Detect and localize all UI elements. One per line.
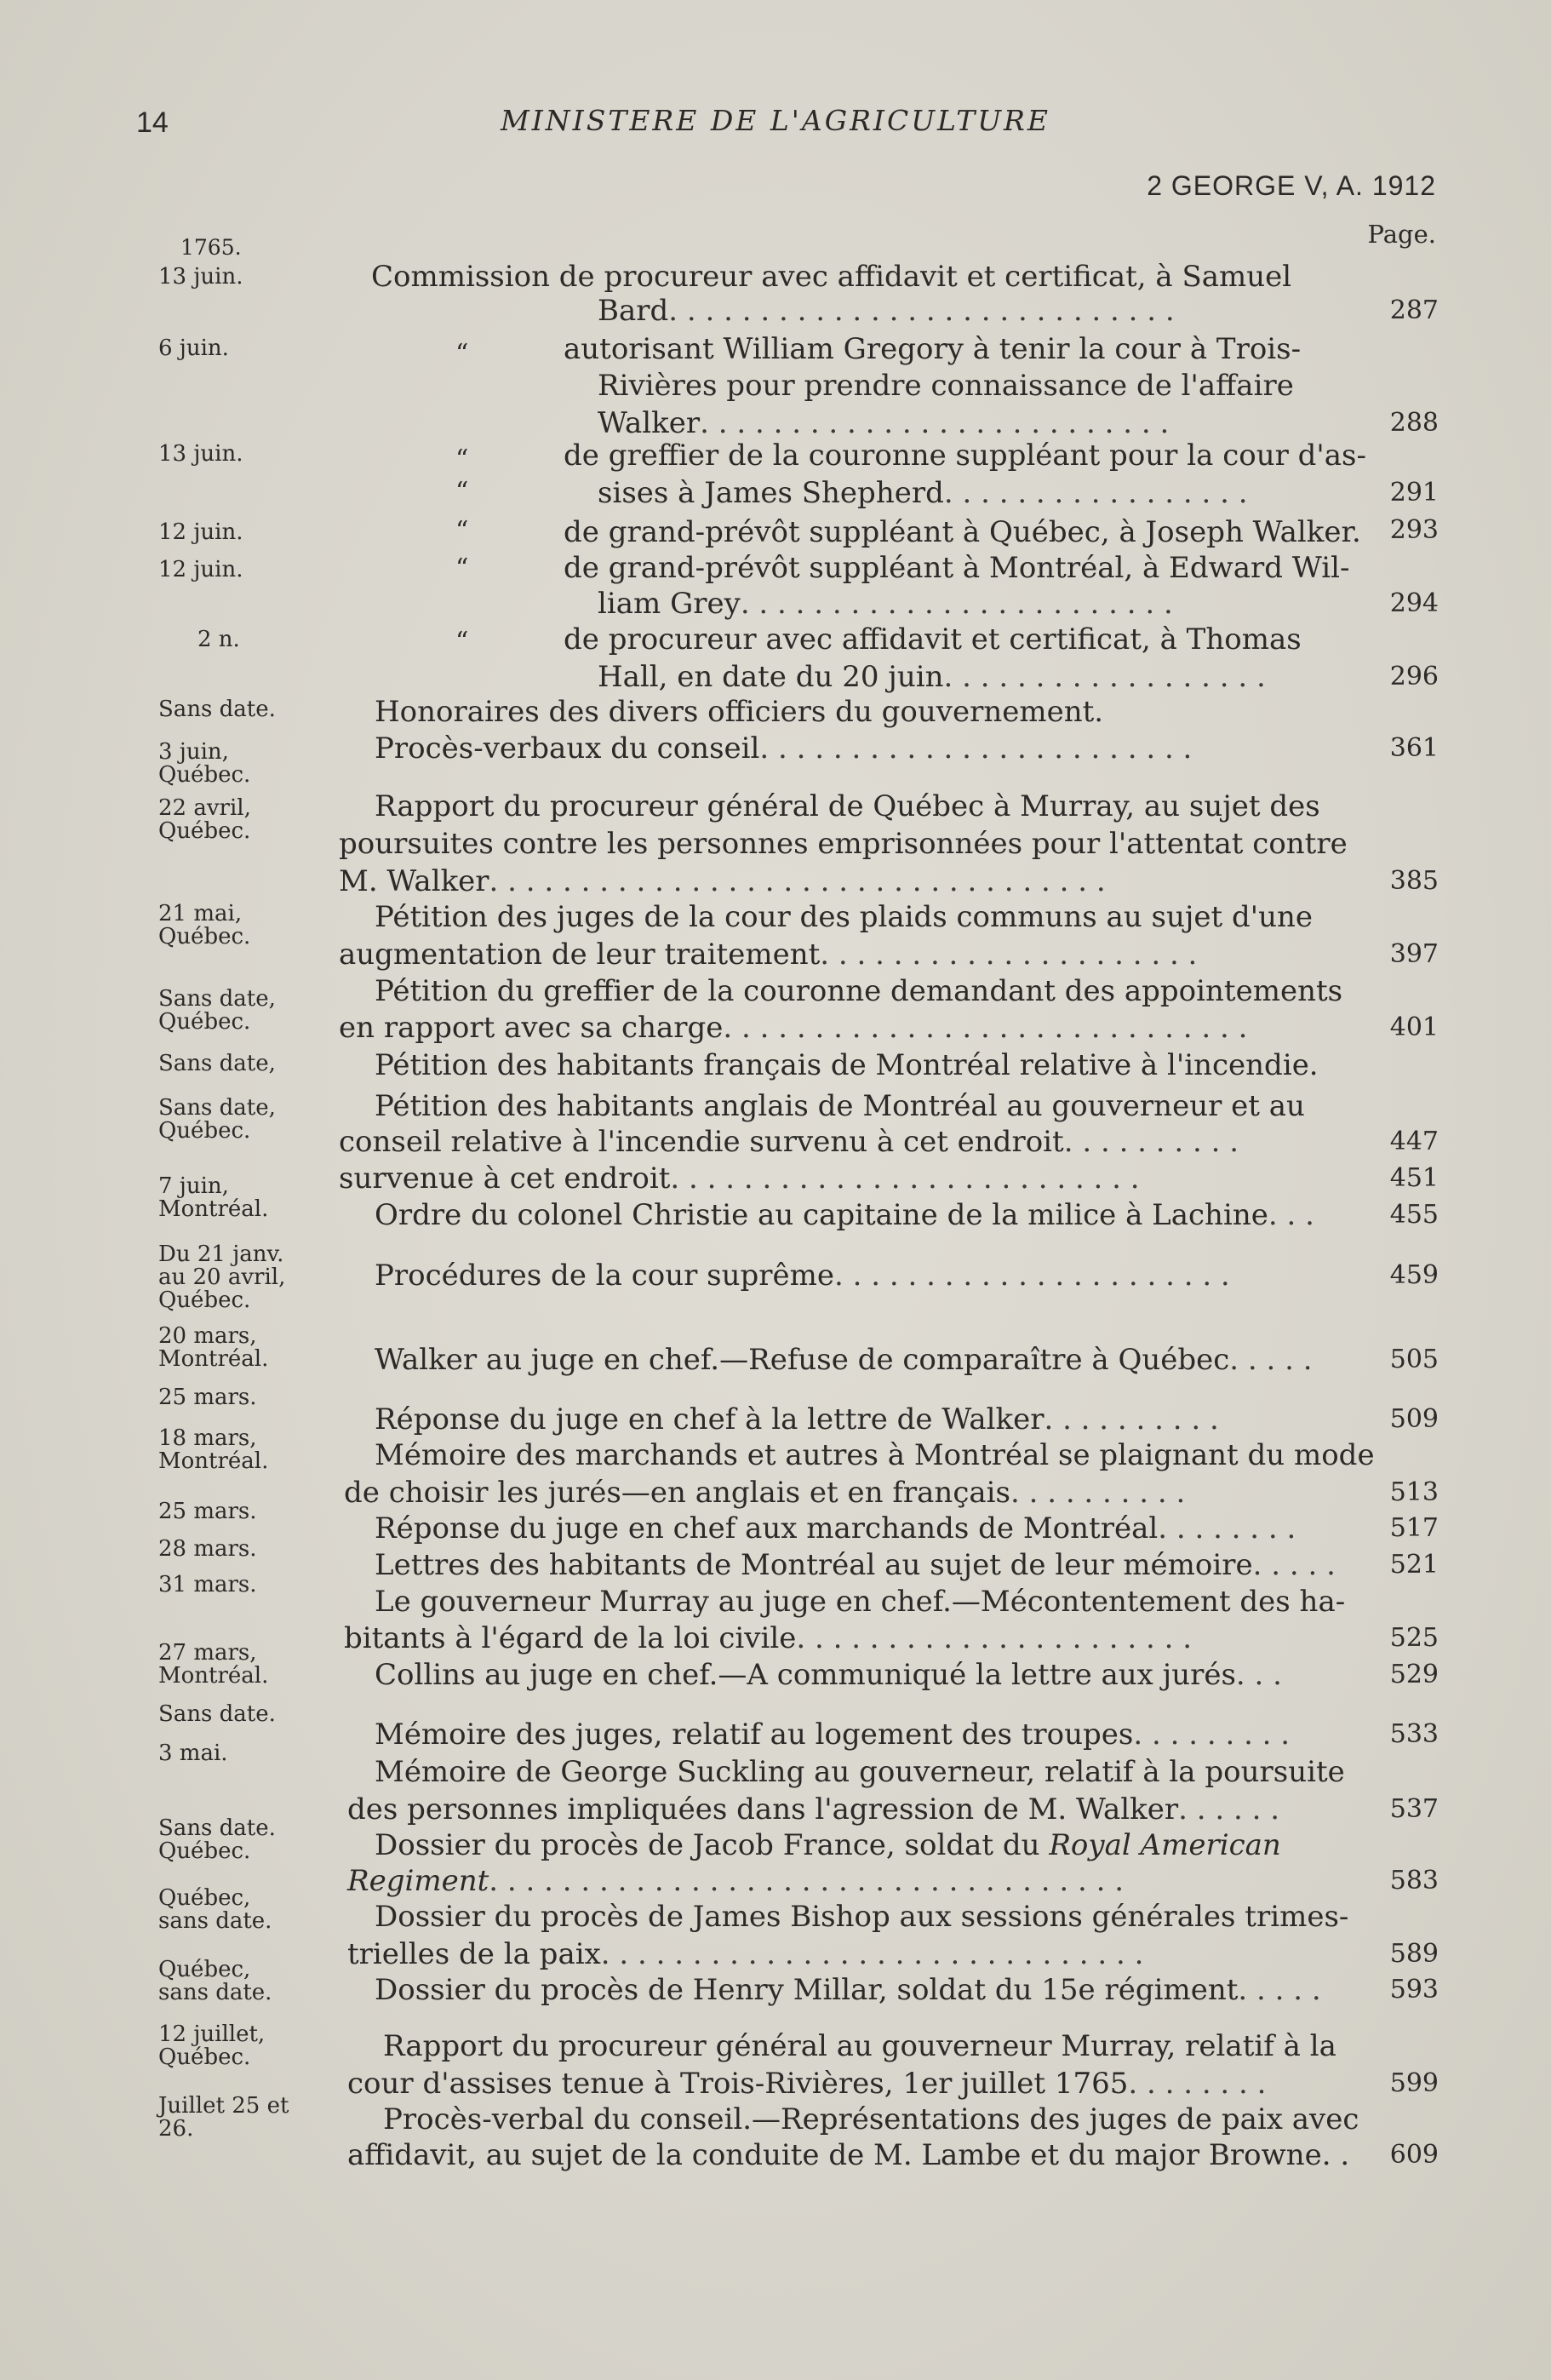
entry-text: cour d'assises tenue à Trois-Rivières, 1er juillet 1765. . . . . . . . [347, 2067, 1267, 2101]
page-number: 14 [136, 106, 169, 139]
page-ref: 533 [1389, 1719, 1439, 1749]
ditto-mark: “ [455, 477, 469, 507]
entry-text: liam Grey. . . . . . . . . . . . . . . . . . . . . . . . [598, 587, 1173, 621]
entry-date: Sans date. Québec. [158, 1815, 276, 1864]
entry-text: Pétition des habitants français de Montréal relative à l'incendie. [375, 1048, 1319, 1082]
entry-text: Ordre du colonel Christie au capitaine de la milice à Lachine. . . [375, 1198, 1314, 1232]
entry-date: 28 mars. [158, 1536, 257, 1562]
entry-text: Rapport du procureur général au gouverneur Murray, relatif à la [383, 2029, 1336, 2063]
entry-text: des personnes impliquées dans l'agression de M. Walker. . . . . . [347, 1792, 1280, 1827]
ditto-mark: “ [455, 627, 469, 657]
entry-date: 6 juin. [158, 335, 229, 361]
entry-text: M. Walker. . . . . . . . . . . . . . . . . . . . . . . . . . . . . . . . . . [339, 864, 1106, 898]
ditto-mark: “ [455, 553, 469, 583]
entry-text: Réponse du juge en chef à la lettre de Walker. . . . . . . . . . [375, 1402, 1219, 1437]
ditto-mark: “ [455, 339, 469, 369]
entry-text: Walker au juge en chef.—Refuse de comparaître à Québec. . . . . [375, 1343, 1313, 1377]
page-ref: 537 [1389, 1794, 1439, 1824]
page-ref: 609 [1389, 2140, 1439, 2170]
entry-text: Rapport du procureur général de Québec à Murray, au sujet des [375, 789, 1320, 823]
entry-text: Hall, en date du 20 juin. . . . . . . . . . . . . . . . . . [598, 660, 1266, 694]
entry-text: Lettres des habitants de Montréal au sujet de leur mémoire. . . . . [375, 1548, 1336, 1582]
entry-text: Commission de procureur avec affidavit et certificat, à Samuel [371, 260, 1292, 294]
entry-text: Dossier du procès de James Bishop aux sessions générales trimes- [375, 1900, 1349, 1934]
entry-text: Procédures de la cour suprême. . . . . . . . . . . . . . . . . . . . . . [375, 1259, 1230, 1293]
page-ref: 521 [1389, 1550, 1439, 1580]
entry-text: poursuites contre les personnes emprisonnées pour l'attentat contre [339, 827, 1348, 861]
entry-date: Québec, sans date. [158, 1885, 272, 1934]
entry-text: en rapport avec sa charge. . . . . . . . . . . . . . . . . . . . . . . . . . . . . [339, 1011, 1248, 1045]
entry-text: Honoraires des divers officiers du gouvernement. [375, 695, 1104, 729]
entry-date: Sans date, Québec. [158, 1095, 276, 1144]
entry-text: survenue à cet endroit. . . . . . . . . . . . . . . . . . . . . . . . . . [339, 1161, 1140, 1196]
entry-text: de grand-prévôt suppléant à Québec, à Joseph Walker. [564, 515, 1361, 549]
entry-date: 18 mars, Montréal. [158, 1425, 269, 1474]
page-ref: 459 [1389, 1260, 1439, 1290]
entry-text: bitants à l'égard de la loi civile. . . . . . . . . . . . . . . . . . . . . . [344, 1621, 1193, 1655]
entry-text: de choisir les jurés—en anglais et en français. . . . . . . . . . [344, 1476, 1186, 1510]
entry-text: sises à James Shepherd. . . . . . . . . . . . . . . . . [598, 476, 1248, 510]
entry-date: 31 mars. [158, 1572, 257, 1597]
entry-text: Procès-verbaux du conseil. . . . . . . . . . . . . . . . . . . . . . . . [375, 731, 1193, 766]
entry-text: affidavit, au sujet de la conduite de M. Lambe et du major Browne. . [347, 2138, 1350, 2172]
page-ref: 599 [1389, 2068, 1439, 2098]
entry-text: Regiment. . . . . . . . . . . . . . . . . . . . . . . . . . . . . . . . . . . [347, 1864, 1125, 1898]
entry-text: Réponse du juge en chef aux marchands de Montréal. . . . . . . . [375, 1511, 1296, 1546]
regiment-name: Royal American [1049, 1828, 1281, 1862]
page-ref: 397 [1389, 939, 1439, 969]
entry-date: 13 juin. [158, 264, 243, 290]
entry-date: Juillet 25 et 26. [158, 2093, 289, 2142]
entry-date: Sans date. [158, 1701, 276, 1727]
entry-text: augmentation de leur traitement. . . . . . . . . . . . . . . . . . . . . [339, 938, 1198, 972]
entry-date: 2 n. [197, 627, 240, 652]
entry-text: de grand-prévôt suppléant à Montréal, à Edward Wil- [564, 551, 1350, 585]
page-ref: 385 [1389, 866, 1439, 896]
entry-text: Rivières pour prendre connaissance de l'affaire [598, 369, 1294, 403]
entry-date: 3 juin, Québec. [158, 739, 251, 788]
entry-text: Pétition des habitants anglais de Montréal au gouverneur et au [375, 1089, 1305, 1123]
ditto-mark: “ [455, 444, 469, 474]
entry-text: Dossier du procès de Jacob France, soldat du Royal American [375, 1828, 1281, 1862]
entry-text: Mémoire de George Suckling au gouverneur, relatif à la poursuite [375, 1755, 1345, 1789]
entry-text: Procès-verbal du conseil.—Représentations des juges de paix avec [383, 2102, 1359, 2136]
entry-date: 3 mai. [158, 1741, 228, 1766]
entry-date: 22 avril, Québec. [158, 795, 251, 844]
ditto-mark: “ [455, 516, 469, 546]
entry-text: Walker. . . . . . . . . . . . . . . . . . . . . . . . . . [598, 406, 1170, 440]
entry-text: Mémoire des juges, relatif au logement des troupes. . . . . . . . . [375, 1718, 1291, 1752]
page-ref: 509 [1389, 1404, 1439, 1434]
page-ref: 525 [1389, 1623, 1439, 1653]
entry-date: Sans date. [158, 697, 276, 722]
page-ref: 583 [1389, 1866, 1439, 1895]
entry-date: Sans date, [158, 1051, 276, 1076]
entry-text: Mémoire des marchands et autres à Montréal se plaignant du mode [375, 1438, 1375, 1472]
entry-date: 12 juillet, Québec. [158, 2022, 266, 2070]
page-ref: 401 [1389, 1012, 1439, 1042]
entry-date: 27 mars, Montréal. [158, 1640, 269, 1689]
entry-date: Sans date, Québec. [158, 986, 276, 1035]
page-ref: 589 [1389, 1939, 1439, 1969]
entry-date: 21 mai, Québec. [158, 901, 251, 949]
entry-text: de greffier de la couronne suppléant pour la cour d'as- [564, 439, 1366, 473]
page-ref: 294 [1389, 588, 1439, 618]
entry-date: Québec, sans date. [158, 1957, 272, 2005]
entry-text: autorisant William Gregory à tenir la cour à Trois- [564, 332, 1302, 366]
page-ref: 447 [1389, 1127, 1439, 1156]
page-ref: 513 [1389, 1477, 1439, 1507]
page-ref: 455 [1389, 1200, 1439, 1230]
entry-date: 7 juin, Montréal. [158, 1173, 269, 1222]
page-ref: 287 [1389, 295, 1439, 325]
regnal-year: 2 GEORGE V, A. 1912 [1147, 170, 1436, 201]
entry-text: Le gouverneur Murray au juge en chef.—Mécontentement des ha- [375, 1585, 1346, 1619]
entry-date: 12 juin. [158, 557, 243, 582]
page-ref: 291 [1389, 478, 1439, 508]
entry-date: Du 21 janv. au 20 avril, Québec. [158, 1242, 286, 1313]
entry-date: 20 mars, Montréal. [158, 1323, 269, 1372]
page-ref: 296 [1389, 662, 1439, 691]
entry-date: 25 mars. [158, 1385, 257, 1410]
page-ref: 288 [1389, 408, 1439, 438]
page-ref: 293 [1389, 515, 1439, 545]
entry-date: 12 juin. [158, 519, 243, 545]
page-column-label: Page. [1367, 220, 1436, 249]
entry-text: de procureur avec affidavit et certificat, à Thomas [564, 622, 1302, 657]
entry-text: Bard. . . . . . . . . . . . . . . . . . . . . . . . . . . . [598, 294, 1175, 328]
entry-text: Dossier du procès de Henry Millar, soldat du 15e régiment. . . . . [375, 1973, 1321, 2007]
entry-date: 25 mars. [158, 1499, 257, 1524]
entry-text: Pétition des juges de la cour des plaids communs au sujet d'une [375, 900, 1313, 934]
entry-date: 13 juin. [158, 441, 243, 467]
page-ref: 529 [1389, 1660, 1439, 1689]
page-ref: 593 [1389, 1975, 1439, 2004]
entry-text: trielles de la paix. . . . . . . . . . . . . . . . . . . . . . . . . . . . . . [347, 1937, 1144, 1971]
year-label: 1765. [180, 235, 242, 260]
entry-text: Collins au juge en chef.—A communiqué la lettre aux jurés. . . [375, 1658, 1282, 1692]
page-ref: 517 [1389, 1513, 1439, 1543]
entry-text: Pétition du greffier de la couronne demandant des appointements [375, 974, 1343, 1008]
running-title: MINISTERE DE L'AGRICULTURE [500, 104, 1050, 137]
page-ref: 451 [1389, 1163, 1439, 1193]
page-ref: 361 [1389, 733, 1439, 763]
entry-text: conseil relative à l'incendie survenu à cet endroit. . . . . . . . . . [339, 1125, 1239, 1159]
page-ref: 505 [1389, 1345, 1439, 1374]
